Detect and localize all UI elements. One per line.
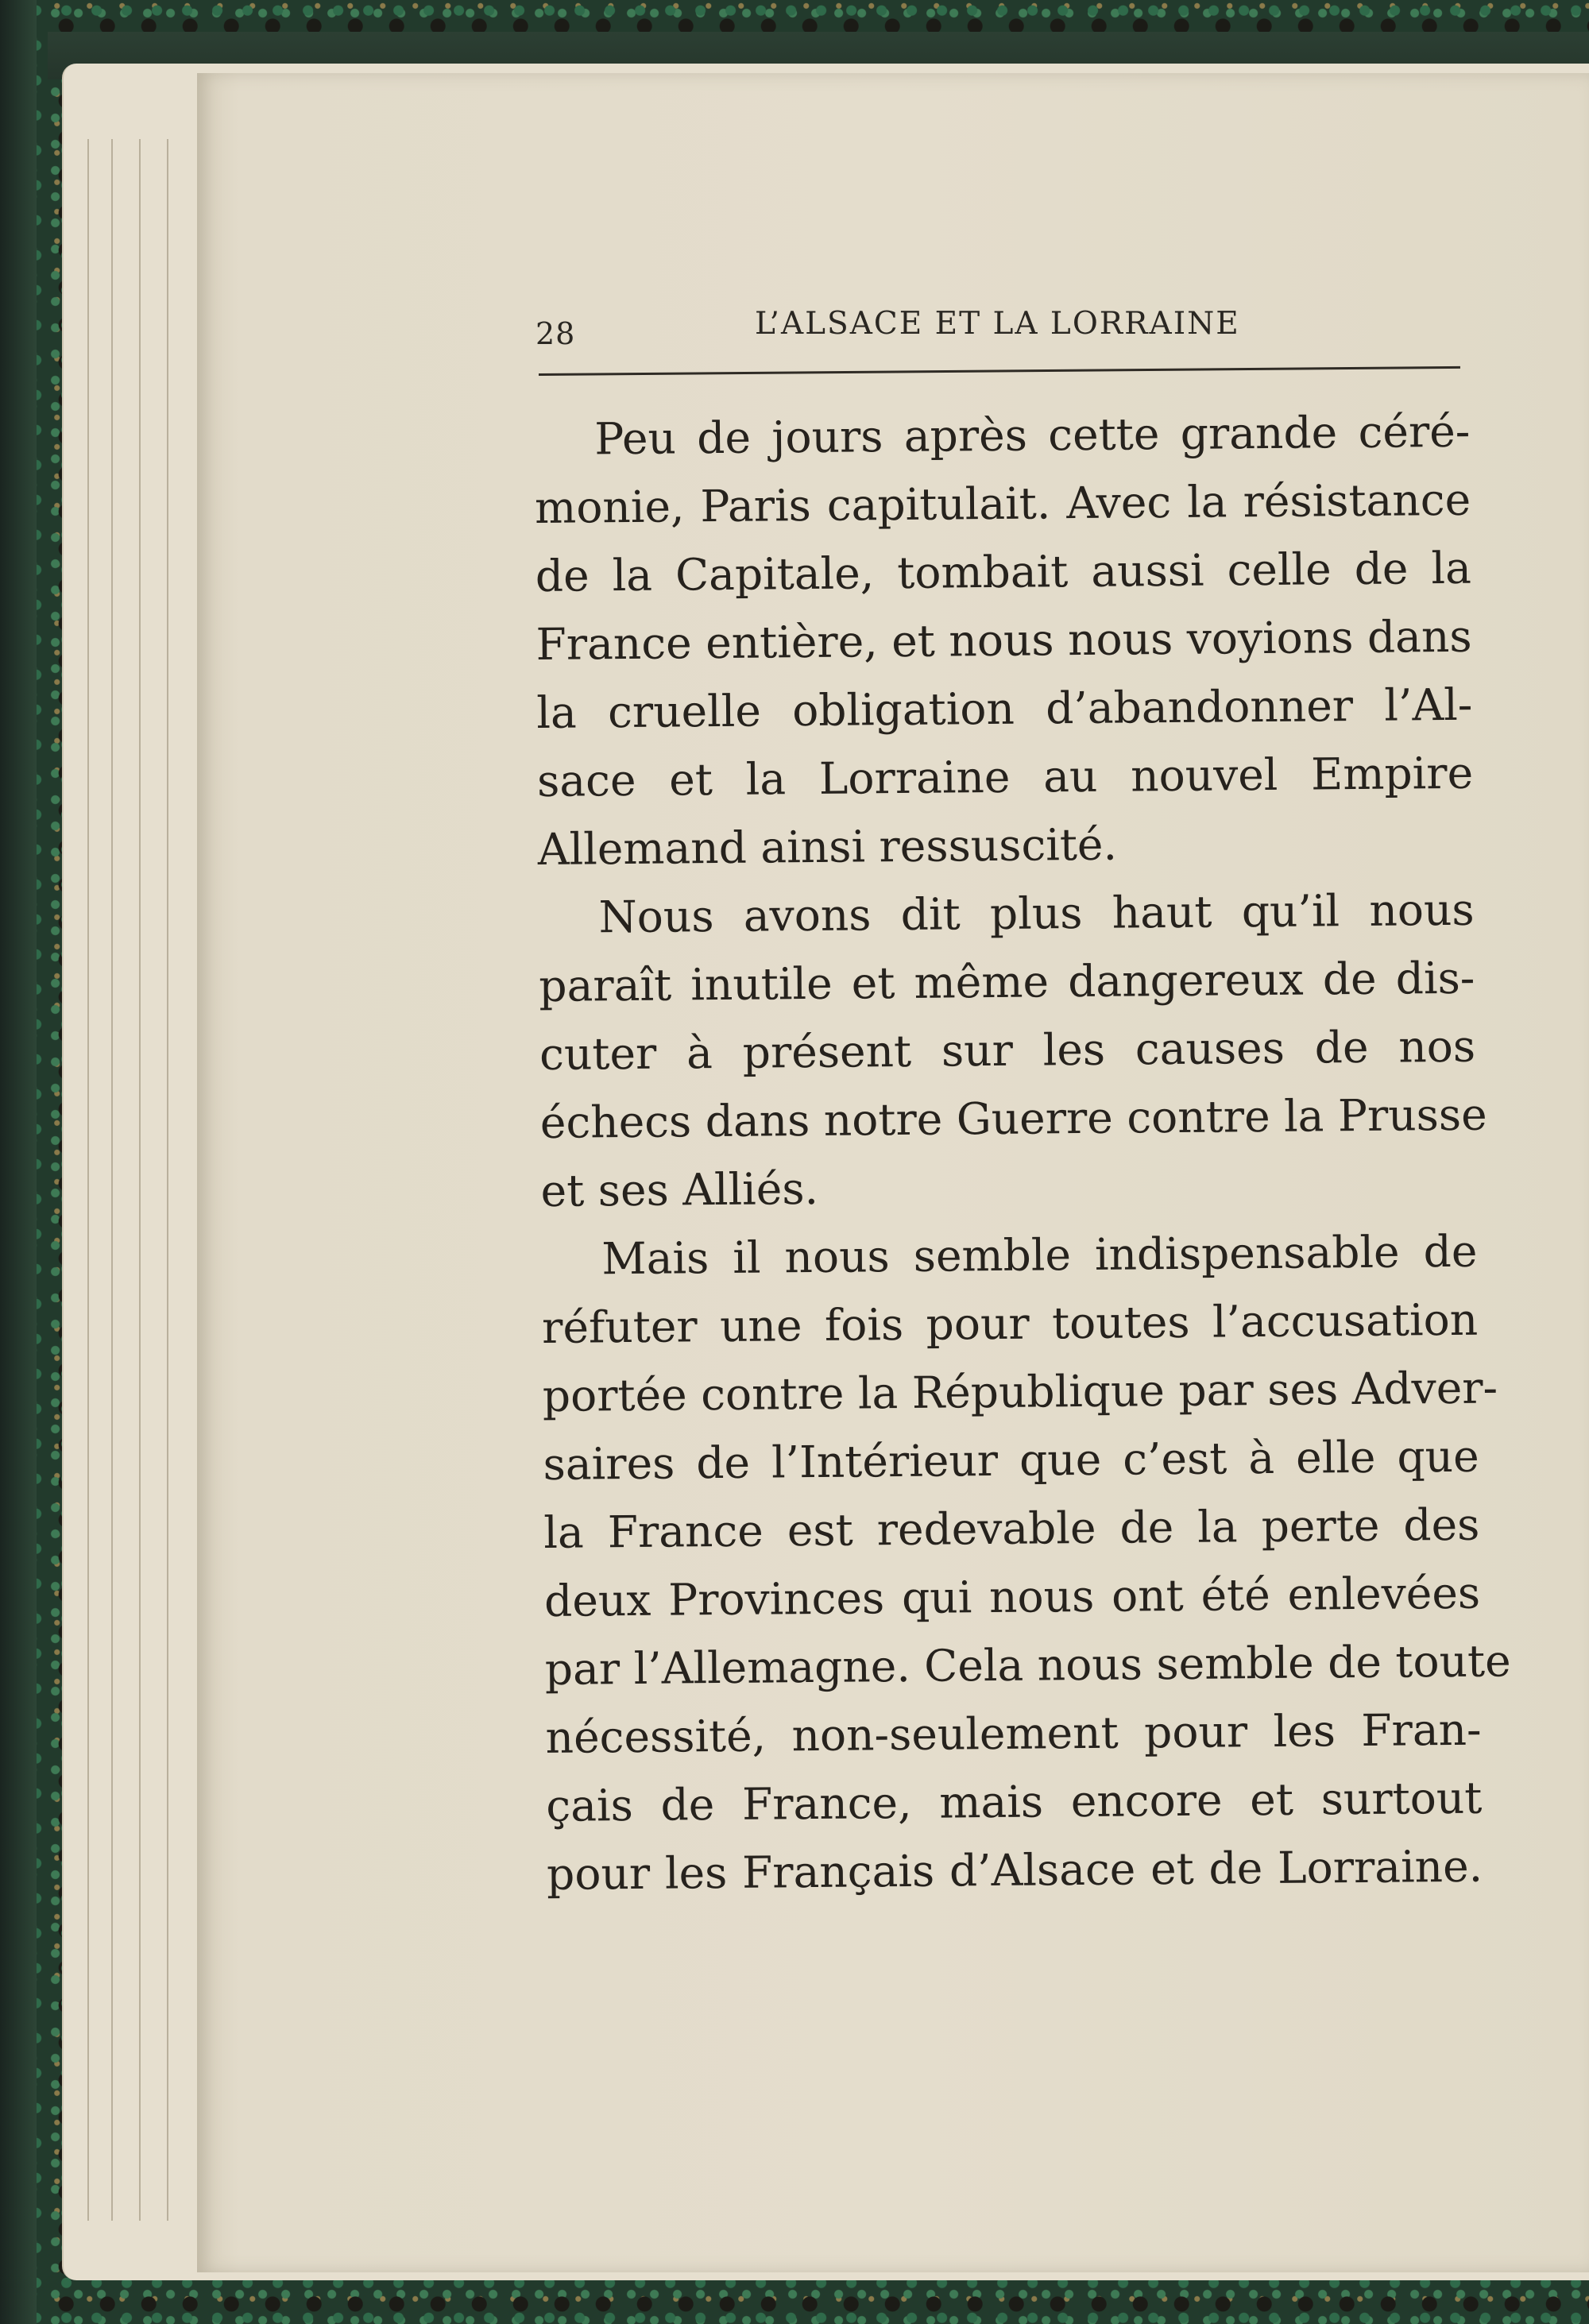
text-line: échecs dans notre Guerre contre la Prusse bbox=[539, 1089, 1487, 1148]
text-line: la cruelle obligation d’abandonner l’Al- bbox=[536, 679, 1473, 738]
text-line: la France est redevable de la perte des bbox=[543, 1498, 1480, 1558]
text-line: çais de France, mais encore et surtout bbox=[546, 1772, 1483, 1831]
text-line: Peu de jours après cette grande céré- bbox=[594, 405, 1471, 465]
text-line: Allemand ainsi ressuscité. bbox=[537, 818, 1118, 875]
text-line: portée contre la République par ses Adver- bbox=[542, 1362, 1498, 1421]
text-line: France entière, et nous nous voyions dans bbox=[535, 610, 1472, 670]
text-line: Mais il nous semble indispensable de bbox=[601, 1225, 1478, 1285]
text-line: cuter à présent sur les causes de nos bbox=[539, 1020, 1476, 1080]
page-number: 28 bbox=[535, 316, 576, 351]
sheet-edge-line bbox=[139, 139, 141, 2221]
text-line: saires de l’Intérieur que c’est à elle que bbox=[543, 1430, 1479, 1490]
text-line: réfuter une fois pour toutes l’accusation bbox=[541, 1293, 1479, 1353]
text-line: nécessité, non-seulement pour les Fran- bbox=[545, 1703, 1482, 1763]
text-line: et ses Alliés. bbox=[540, 1162, 819, 1216]
text-line: de la Capitale, tombait aussi celle de la bbox=[535, 542, 1472, 601]
sheet-edge-line bbox=[111, 139, 113, 2221]
book-spine bbox=[0, 0, 37, 2324]
text-line: monie, Paris capitulait. Avec la résistance bbox=[534, 474, 1471, 533]
running-title: L’ALSACE ET LA LORRAINE bbox=[755, 306, 1240, 342]
text-line: sace et la Lorraine au nouvel Empire bbox=[536, 747, 1474, 806]
text-line: par l’Allemagne. Cela nous semble de toute bbox=[544, 1635, 1511, 1695]
body-text bbox=[534, 397, 1511, 1908]
text-line: paraît inutile et même dangereux de dis- bbox=[539, 952, 1475, 1011]
text-line: Nous avons dit plus haut qu’il nous bbox=[598, 884, 1475, 943]
sheet-edge-line bbox=[167, 139, 168, 2221]
text-line: deux Provinces qui nous ont été enlevées bbox=[543, 1567, 1481, 1626]
sheet-edge-line bbox=[87, 139, 89, 2221]
text-line: pour les Français d’Alsace et de Lorraine. bbox=[546, 1840, 1483, 1900]
